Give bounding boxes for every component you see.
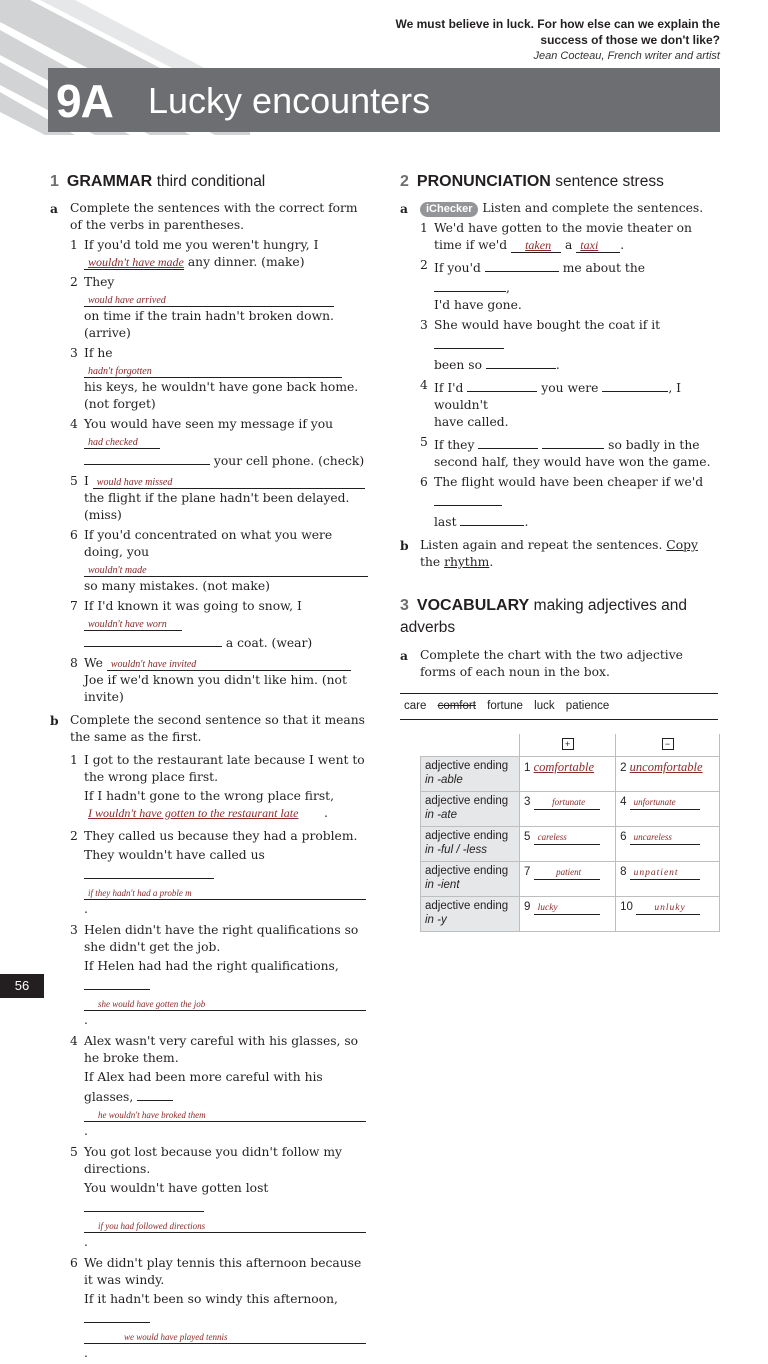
item-text: I <box>84 474 89 488</box>
part-instructions: Complete the second sentence so that it means the same as the first. <box>70 713 365 744</box>
answer-blank-continued[interactable] <box>84 885 366 900</box>
word: care <box>404 700 427 712</box>
item-text: have called. <box>434 415 509 429</box>
cell-answer-blank <box>630 865 700 880</box>
handwritten-answer: unluky <box>654 903 686 913</box>
answer-blank-continued[interactable] <box>84 632 222 647</box>
item-number: 6 <box>70 1256 78 1270</box>
answer-blank[interactable] <box>93 474 365 489</box>
item-second-sentence: If Helen had had the right qualifications, <box>84 959 339 973</box>
cell-answer-blank <box>534 900 600 915</box>
item-number: 8 <box>70 656 78 670</box>
cell-number: 2 <box>620 762 627 774</box>
page-number: 56 <box>0 974 44 998</box>
answer-blank[interactable] <box>84 434 160 449</box>
handwritten-answer: she would have gotten the job <box>98 999 206 1009</box>
item-text: They <box>84 275 115 289</box>
adjective-chart <box>420 734 720 932</box>
chart-corner <box>421 734 520 757</box>
handwritten-answer: would have arrived <box>88 295 166 306</box>
cell-number: 9 <box>524 901 531 913</box>
handwritten-answer: wouldn't have made <box>88 255 184 269</box>
item-text: If he <box>84 346 113 360</box>
section-subtitle: sentence stress <box>555 173 664 190</box>
row-label-line: in -y <box>425 914 447 926</box>
section-title: VOCABULARY <box>416 597 530 614</box>
item-text: . <box>524 515 529 529</box>
row-label <box>421 897 520 932</box>
item-text: so many mistakes. (not make) <box>84 579 270 593</box>
pronunciation-part-b <box>400 537 718 571</box>
row-label-line: in -able <box>425 774 463 786</box>
grammar-part-a <box>50 200 368 706</box>
answer-blank[interactable] <box>434 491 502 506</box>
item-number: 7 <box>70 599 78 613</box>
chart-row <box>421 757 720 792</box>
answer-blank[interactable] <box>84 806 324 820</box>
item-number: 3 <box>70 923 78 937</box>
answer-blank[interactable] <box>602 377 668 392</box>
handwritten-answer: taken <box>525 238 552 252</box>
item-text: second half, they would have won the game. <box>434 455 711 469</box>
word: patience <box>565 700 610 712</box>
answer-blank[interactable] <box>84 1308 150 1323</box>
answer-blank[interactable] <box>137 1086 173 1101</box>
chart-row <box>421 897 720 932</box>
item-text: been so <box>434 358 482 372</box>
cell-answer-blank <box>534 830 600 845</box>
exercise-item: 1 I got to the restaurant late because I went to the wrong place first. If I hadn't gone to the wrong place first, I wouldn't have gotten to the restaurant late . <box>70 752 368 822</box>
item-second-sentence: If it hadn't been so windy this afternoon, <box>84 1292 338 1306</box>
answer-blank[interactable] <box>511 238 561 253</box>
part-label: a <box>50 201 58 216</box>
exercise-item <box>70 237 368 271</box>
item-text: your cell phone. (check) <box>213 454 365 468</box>
row-label-line: adjective ending <box>425 865 509 877</box>
row-label-line: adjective ending <box>425 900 509 912</box>
row-label-line: adjective ending <box>425 760 509 772</box>
item-number: 2 <box>70 275 78 289</box>
instruction-text: Listen again and repeat the sentences. <box>420 538 663 552</box>
answer-blank-continued[interactable] <box>84 1107 366 1122</box>
row-label-line: adjective ending <box>425 830 509 842</box>
item-first-sentence: Alex wasn't very careful with his glasses, so he broke them. <box>84 1034 359 1065</box>
answer-blank[interactable] <box>84 864 214 879</box>
quote-text: We must believe in luck. For how else can we explain the success of those we don't like? <box>395 17 720 47</box>
instruction-text: rhythm <box>444 555 490 569</box>
item-number: 4 <box>70 417 78 431</box>
left-column <box>50 172 368 1364</box>
item-text: If I'd <box>434 381 464 395</box>
answer-blank[interactable] <box>84 255 184 270</box>
answer-blank-continued[interactable] <box>84 1329 366 1344</box>
item-text: I'd have gone. <box>434 298 522 312</box>
exercise-item <box>70 416 368 470</box>
part-label: a <box>400 648 408 663</box>
word: fortune <box>487 700 523 712</box>
answer-blank-continued[interactable] <box>84 996 366 1011</box>
exercise-item <box>70 598 368 652</box>
item-text: on time if the train hadn't broken down. (arrive) <box>84 309 334 340</box>
chart-cell[interactable] <box>520 757 616 792</box>
chart-header-positive <box>520 734 616 757</box>
item-text: You would have seen my message if you <box>84 417 334 431</box>
exercise-item: 3 Helen didn't have the right qualifications so she didn't get the job. If Helen had had the right qualifications, she would have gotten the job. <box>70 922 368 1029</box>
handwritten-answer: comfortable <box>533 760 595 774</box>
item-text: If you'd told me you weren't hungry, I <box>84 238 319 252</box>
answer-blank[interactable] <box>84 292 334 307</box>
exercise-item <box>70 473 368 524</box>
pronunciation-part-a <box>400 200 718 531</box>
handwritten-answer: wouldn't have worn <box>88 619 167 630</box>
row-label-line: in -ful / -less <box>425 844 487 856</box>
chart-cell[interactable] <box>616 757 720 792</box>
chart-cell[interactable] <box>520 792 616 827</box>
item-number: 6 <box>70 528 78 542</box>
instruction-text: . <box>489 555 494 569</box>
part-instructions: Listen and complete the sentences. <box>482 201 704 215</box>
instruction-text: the <box>420 555 441 569</box>
item-text: If they <box>434 438 475 452</box>
handwritten-answer: taxi <box>580 238 599 252</box>
item-text: If you'd <box>434 261 481 275</box>
cell-number: 5 <box>524 831 531 843</box>
row-label-line: in -ient <box>425 879 460 891</box>
cell-number: 1 <box>524 762 531 774</box>
answer-blank[interactable] <box>84 1197 204 1212</box>
quote-author: Jean Cocteau, French writer and artist <box>533 50 720 62</box>
cell-answer-blank <box>636 900 700 915</box>
item-text: The flight would have been cheaper if we'd <box>434 475 704 489</box>
item-text: , <box>506 281 510 295</box>
handwritten-answer: wouldn't have invited <box>110 659 197 670</box>
part-label: b <box>50 713 59 728</box>
row-label <box>421 792 520 827</box>
chart-cell[interactable] <box>616 862 720 897</box>
item-second-sentence: If Alex had been more careful with his glasses, <box>84 1070 323 1104</box>
chart-cell[interactable] <box>616 792 720 827</box>
exercise-item <box>420 434 718 471</box>
chart-cell[interactable] <box>520 862 616 897</box>
answer-blank-continued[interactable] <box>84 450 210 465</box>
item-text: . <box>620 238 625 252</box>
answer-blank[interactable] <box>467 377 537 392</box>
item-text: If you'd concentrated on what you were doing, you <box>84 528 333 559</box>
item-number: 6 <box>420 475 428 489</box>
exercise-item <box>420 377 718 431</box>
cell-number: 6 <box>620 831 627 843</box>
exercise-item <box>70 274 368 342</box>
exercise-item <box>420 257 718 314</box>
part-instructions: Complete the sentences with the correct form of the verbs in parentheses. <box>70 201 358 232</box>
answer-blank[interactable] <box>576 238 620 253</box>
section-subtitle: third conditional <box>156 173 266 190</box>
row-label <box>421 757 520 792</box>
cell-number: 8 <box>620 866 627 878</box>
handwritten-answer: he wouldn't have broked them <box>98 1110 206 1120</box>
item-number: 1 <box>420 221 428 235</box>
section-title: GRAMMAR <box>66 173 153 190</box>
chart-row <box>421 792 720 827</box>
answer-blank[interactable] <box>460 511 524 526</box>
item-number: 5 <box>420 435 428 449</box>
word-box <box>400 693 718 720</box>
plus-icon: + <box>562 738 574 750</box>
chart-row <box>421 827 720 862</box>
chart-cell[interactable] <box>520 897 616 932</box>
item-number: 2 <box>420 258 428 272</box>
handwritten-answer: patient <box>556 867 582 877</box>
item-text: you were <box>541 381 599 395</box>
minus-icon: − <box>662 738 674 750</box>
ichecker-badge[interactable]: iChecker <box>420 202 478 217</box>
handwritten-answer: had checked <box>88 437 138 448</box>
item-text: , I wouldn't <box>434 381 682 412</box>
item-text: a <box>565 238 573 252</box>
vocabulary-part-a <box>400 647 718 681</box>
item-text: the flight if the plane hadn't been delayed. (miss) <box>84 491 350 522</box>
item-number: 2 <box>70 829 78 843</box>
answer-blank[interactable] <box>486 354 556 369</box>
item-text: She would have bought the coat if it <box>434 318 661 332</box>
item-number: 5 <box>70 474 78 488</box>
lesson-number: 9A <box>56 75 113 127</box>
chart-header-row <box>421 734 720 757</box>
answer-blank[interactable] <box>478 434 538 449</box>
right-column <box>400 172 718 932</box>
section-pronunciation-heading <box>400 172 718 192</box>
handwritten-answer: wouldn't made <box>88 565 147 576</box>
item-number: 3 <box>420 318 428 332</box>
exercise-item <box>70 655 368 706</box>
exercise-item <box>70 527 368 595</box>
handwritten-answer: fortunate <box>552 797 586 807</box>
cell-answer-blank <box>630 830 700 845</box>
item-text: Joe if we'd known you didn't like him. (not invite) <box>84 673 347 704</box>
instruction-text: Copy <box>666 538 698 552</box>
section-title: PRONUNCIATION <box>416 173 551 190</box>
handwritten-answer: hadn't forgotten <box>88 366 152 377</box>
section-number: 3 <box>400 597 409 614</box>
row-label <box>421 827 520 862</box>
item-number: 4 <box>70 1034 78 1048</box>
exercise-item <box>420 220 718 254</box>
cell-number: 7 <box>524 866 531 878</box>
word: luck <box>534 700 555 712</box>
item-number: 1 <box>70 753 78 767</box>
answer-blank[interactable] <box>434 277 506 292</box>
exercise-item: 4 Alex wasn't very careful with his glasses, so he broke them. If Alex had been more careful with his glasses, he wouldn't have broked them. <box>70 1033 368 1140</box>
handwritten-answer: uncareless <box>633 832 672 842</box>
lesson-banner <box>48 68 720 132</box>
exercise-item: 2 They called us because they had a problem. They wouldn't have called us if they hadn't had a proble m. <box>70 828 368 918</box>
row-label-line: in -ate <box>425 809 457 821</box>
item-text: If I'd known it was going to snow, I <box>84 599 302 613</box>
exercise-item: 5 You got lost because you didn't follow my directions. You wouldn't have gotten lost if you had followed directions. <box>70 1144 368 1251</box>
item-text: a coat. (wear) <box>225 636 313 650</box>
handwritten-answer: careless <box>537 832 567 842</box>
part-instructions <box>420 537 718 571</box>
item-first-sentence: We didn't play tennis this afternoon because it was windy. <box>84 1256 362 1287</box>
section-vocabulary-heading <box>400 595 718 639</box>
answer-blank[interactable] <box>542 434 604 449</box>
handwritten-answer: uncomfortable <box>629 760 703 774</box>
section-number: 1 <box>50 173 59 190</box>
word-crossed-out: comfort <box>437 700 476 712</box>
part-label: b <box>400 538 409 553</box>
cell-answer-blank <box>630 795 700 810</box>
part-instructions: Complete the chart with the two adjective forms of each noun in the box. <box>420 648 683 679</box>
section-grammar-heading <box>50 172 368 192</box>
handwritten-answer: lucky <box>537 903 558 913</box>
row-label-line: adjective ending <box>425 795 509 807</box>
section-number: 2 <box>400 173 409 190</box>
chart-cell[interactable] <box>616 897 720 932</box>
item-text: any dinner. (make) <box>187 255 305 269</box>
item-second-sentence: If I hadn't gone to the wrong place first, <box>84 789 334 803</box>
item-text: We <box>84 656 103 670</box>
answer-blank[interactable] <box>107 656 351 671</box>
cell-answer-blank <box>534 795 600 810</box>
handwritten-answer: I wouldn't have gotten to the restaurant late <box>88 806 299 820</box>
handwritten-answer: unfortunate <box>633 797 676 807</box>
item-second-sentence: You wouldn't have gotten lost <box>84 1181 269 1195</box>
item-number: 5 <box>70 1145 78 1159</box>
item-number: 1 <box>70 238 78 252</box>
handwritten-answer: if you had followed directions <box>98 1221 206 1231</box>
exercise-item: 6 We didn't play tennis this afternoon because it was windy. If it hadn't been so windy this afternoon, we would have played tennis. <box>70 1255 368 1362</box>
epigraph <box>360 16 720 64</box>
grammar-part-b <box>50 712 368 1362</box>
chart-cell[interactable] <box>616 827 720 862</box>
item-text: last <box>434 515 457 529</box>
item-text: We'd have gotten to the movie theater on time if we'd <box>434 221 692 252</box>
item-first-sentence: They called us because they had a problem. <box>84 829 358 843</box>
item-number: 3 <box>70 346 78 360</box>
item-text: . <box>555 358 560 372</box>
exercise-item <box>420 317 718 374</box>
answer-blank[interactable] <box>84 363 342 378</box>
cell-number: 4 <box>620 796 627 808</box>
section-subtitle: making adjectives and adverbs <box>400 597 688 636</box>
row-label <box>421 862 520 897</box>
chart-header-negative <box>616 734 720 757</box>
cell-number: 10 <box>620 901 633 913</box>
item-number: 4 <box>420 378 428 392</box>
item-text: so badly in the <box>608 438 700 452</box>
chart-row <box>421 862 720 897</box>
cell-number: 3 <box>524 796 531 808</box>
exercise-item <box>420 474 718 531</box>
answer-blank[interactable] <box>485 257 559 272</box>
item-text: me about the <box>562 261 646 275</box>
item-first-sentence: You got lost because you didn't follow my directions. <box>84 1145 342 1176</box>
handwritten-answer: we would have played tennis <box>124 1332 228 1342</box>
item-first-sentence: Helen didn't have the right qualifications so she didn't get the job. <box>84 923 359 954</box>
answer-blank[interactable] <box>434 334 504 349</box>
handwritten-answer: would have missed <box>96 477 173 488</box>
chart-cell[interactable] <box>520 827 616 862</box>
lesson-title: Lucky encounters <box>148 80 431 121</box>
answer-blank[interactable] <box>84 562 368 577</box>
item-first-sentence: I got to the restaurant late because I went to the wrong place first. <box>84 753 365 784</box>
answer-blank-continued[interactable] <box>84 1218 366 1233</box>
part-label: a <box>400 201 408 216</box>
cell-answer-blank <box>534 865 600 880</box>
answer-blank[interactable] <box>84 616 182 631</box>
handwritten-answer: unpatient <box>633 868 679 878</box>
answer-blank[interactable] <box>84 975 150 990</box>
item-second-sentence: They wouldn't have called us <box>84 848 265 862</box>
exercise-item <box>70 345 368 413</box>
item-text: his keys, he wouldn't have gone back home. (not forget) <box>84 380 359 411</box>
handwritten-answer: if they hadn't had a proble m <box>88 888 192 898</box>
